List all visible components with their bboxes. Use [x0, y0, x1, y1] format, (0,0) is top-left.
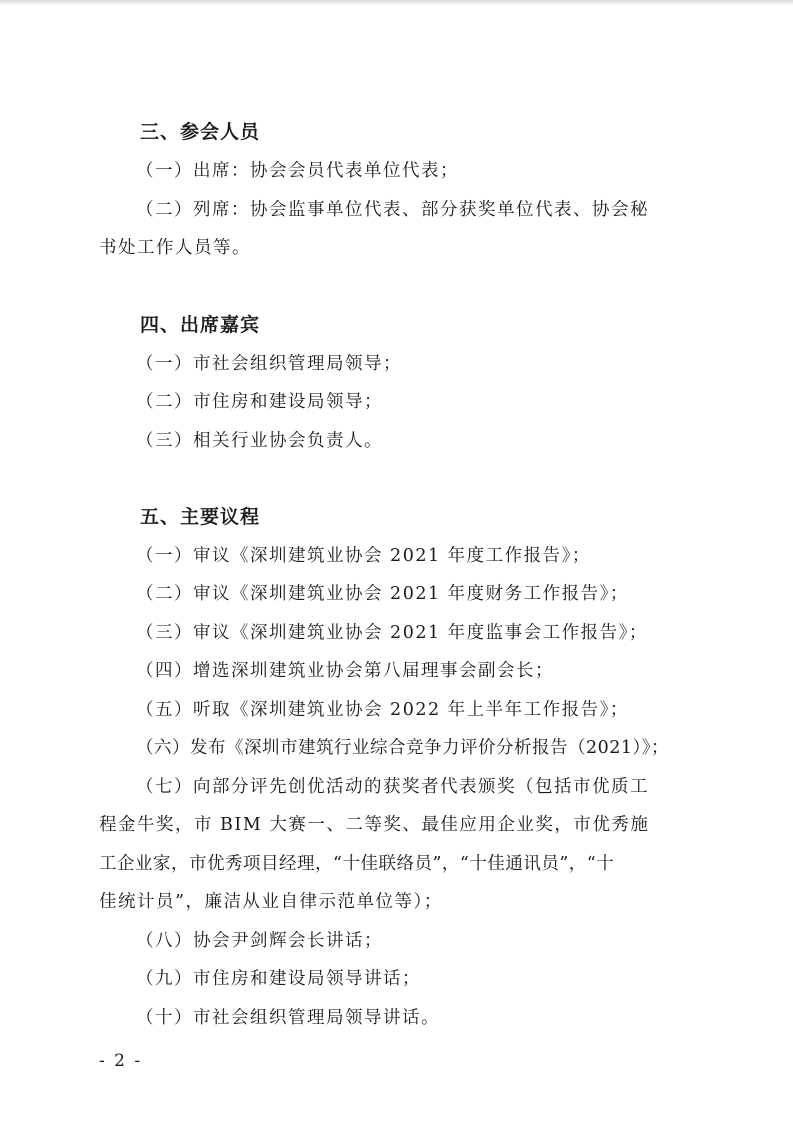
attendee-line-1: （一）出席：协会会员代表单位代表；	[136, 161, 459, 181]
section-heading-guests: 四、出席嘉宾	[140, 314, 261, 336]
guest-line-1: （一）市社会组织管理局领导；	[136, 354, 402, 374]
agenda-line-8: 程金牛奖，市 BIM 大赛一、二等奖、最佳应用企业奖，市优秀施	[99, 815, 650, 835]
agenda-line-6: （六）发布《深圳市建筑行业综合竞争力评价分析报告（2021）》；	[136, 738, 670, 758]
agenda-line-4: （四）增选深圳建筑业协会第八届理事会副会长；	[136, 661, 554, 681]
agenda-line-1: （一）审议《深圳建筑业协会 2021 年度工作报告》；	[136, 546, 591, 566]
section-heading-attendees: 三、参会人员	[140, 121, 261, 143]
agenda-line-9: 工企业家，市优秀项目经理，“十佳联络员”，“十佳通讯员”，“十	[99, 854, 615, 874]
agenda-line-10: 佳统计员”，廉洁从业自律示范单位等）；	[99, 892, 443, 912]
agenda-line-12: （九）市住房和建设局领导讲话；	[136, 969, 421, 989]
agenda-line-2: （二）审议《深圳建筑业协会 2021 年度财务工作报告》；	[136, 584, 629, 604]
guest-line-3: （三）相关行业协会负责人。	[136, 431, 383, 451]
attendee-line-3: 书处工作人员等。	[99, 238, 251, 258]
agenda-line-11: （八）协会尹剑辉会长讲话；	[136, 931, 383, 951]
agenda-line-7: （七）向部分评先创优活动的获奖者代表颁奖（包括市优质工	[136, 777, 649, 797]
agenda-line-3: （三）审议《深圳建筑业协会 2021 年度监事会工作报告》；	[136, 623, 648, 643]
section-heading-agenda: 五、主要议程	[140, 506, 261, 528]
guest-line-2: （二）市住房和建设局领导；	[136, 392, 383, 412]
page-number: - 2 -	[99, 1051, 143, 1071]
agenda-line-13: （十）市社会组织管理局领导讲话。	[136, 1008, 440, 1028]
attendee-line-2: （二）列席：协会监事单位代表、部分获奖单位代表、协会秘	[136, 200, 649, 220]
agenda-line-5: （五）听取《深圳建筑业协会 2022 年上半年工作报告》；	[136, 700, 629, 720]
